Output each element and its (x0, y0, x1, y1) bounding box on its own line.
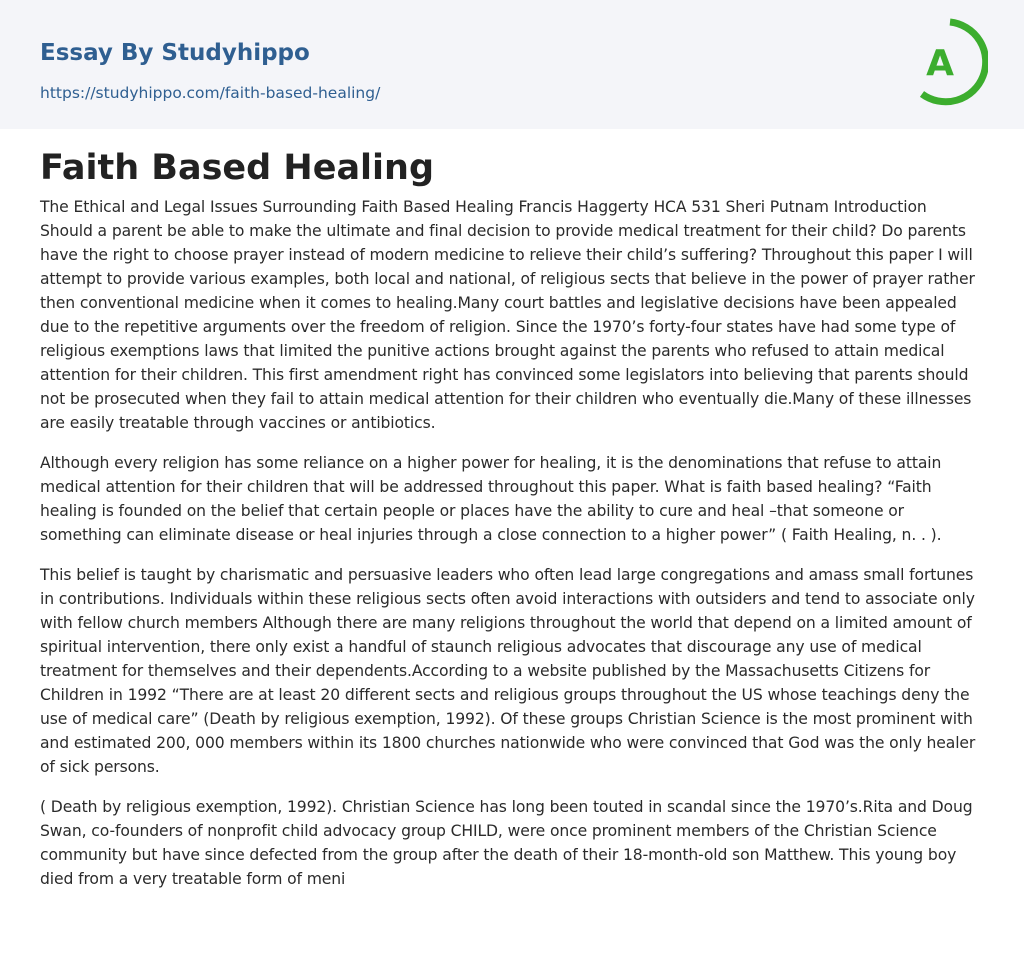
article-paragraph: The Ethical and Legal Issues Surrounding Faith Based Healing Francis Haggerty HCA 531 Sheri Putnam Introduction Should a parent be able to make the ultimate and final decision to provide medical treatment for their child? Do parents have the right to choose prayer instead of modern medicine to relieve their child’s suffering? Throughout this paper I will attempt to provide various examples, both local and national, of religious sects that believe in the power of prayer rather then conventional medicine when it comes to healing.Many court battles and legislative decisions have been appealed due to the repetitive arguments over the freedom of religion. Since the 1970’s forty-four states have had some type of religious exemptions laws that limited the punitive actions brought against the parents who refused to attain medical attention for their children. This first amendment right has convinced some legislators into believing that parents should not be prosecuted when they fail to attain medical attention for their children who eventually die.Many of these illnesses are easily treatable through vaccines or antibiotics. (40, 198, 975, 432)
article-paragraph: Although every religion has some reliance on a higher power for healing, it is the denominations that refuse to attain medical attention for their children that will be addressed throughout this paper. What is faith based healing? “Faith healing is founded on the belief that certain people or places have the ability to cure and heal –that someone or something can eliminate disease or heal injuries through a close connection to a higher power” ( Faith Healing, n. . ). (40, 454, 942, 544)
site-header (0, 0, 1024, 129)
article-paragraph: ( Death by religious exemption, 1992). Christian Science has long been touted in scandal since the 1970’s.Rita and Doug Swan, co-founders of nonprofit child advocacy group CHILD, were once prominent members of the Christian Science community but have since defected from the group after the death of their 18-month-old son Matthew. This young boy died from a very treatable form of meni (40, 798, 973, 888)
article (0, 129, 1024, 891)
brand-title[interactable]: Essay By Studyhippo (40, 40, 310, 66)
studyhippo-logo-icon[interactable] (912, 18, 988, 106)
logo-letter: A (926, 43, 954, 84)
page-title: Faith Based Healing (40, 148, 435, 188)
page-url-link[interactable]: https://studyhippo.com/faith-based-healing/ (40, 84, 381, 102)
article-paragraph: This belief is taught by charismatic and persuasive leaders who often lead large congregations and amass small fortunes in contributions. Individuals within these religious sects often avoid interactions with outsiders and tend to associate only with fellow church members Although there are many religions throughout the world that depend on a limited amount of spiritual intervention, there only exist a handful of staunch religious advocates that discourage any use of medical treatment for themselves and their dependents.According to a website published by the Massachusetts Citizens for Children in 1992 “There are at least 20 different sects and religious groups throughout the US whose teachings deny the use of medical care” (Death by religious exemption, 1992). Of these groups Christian Science is the most prominent with and estimated 200, 000 members within its 1800 churches nationwide who were convinced that God was the only healer of sick persons. (40, 566, 976, 776)
